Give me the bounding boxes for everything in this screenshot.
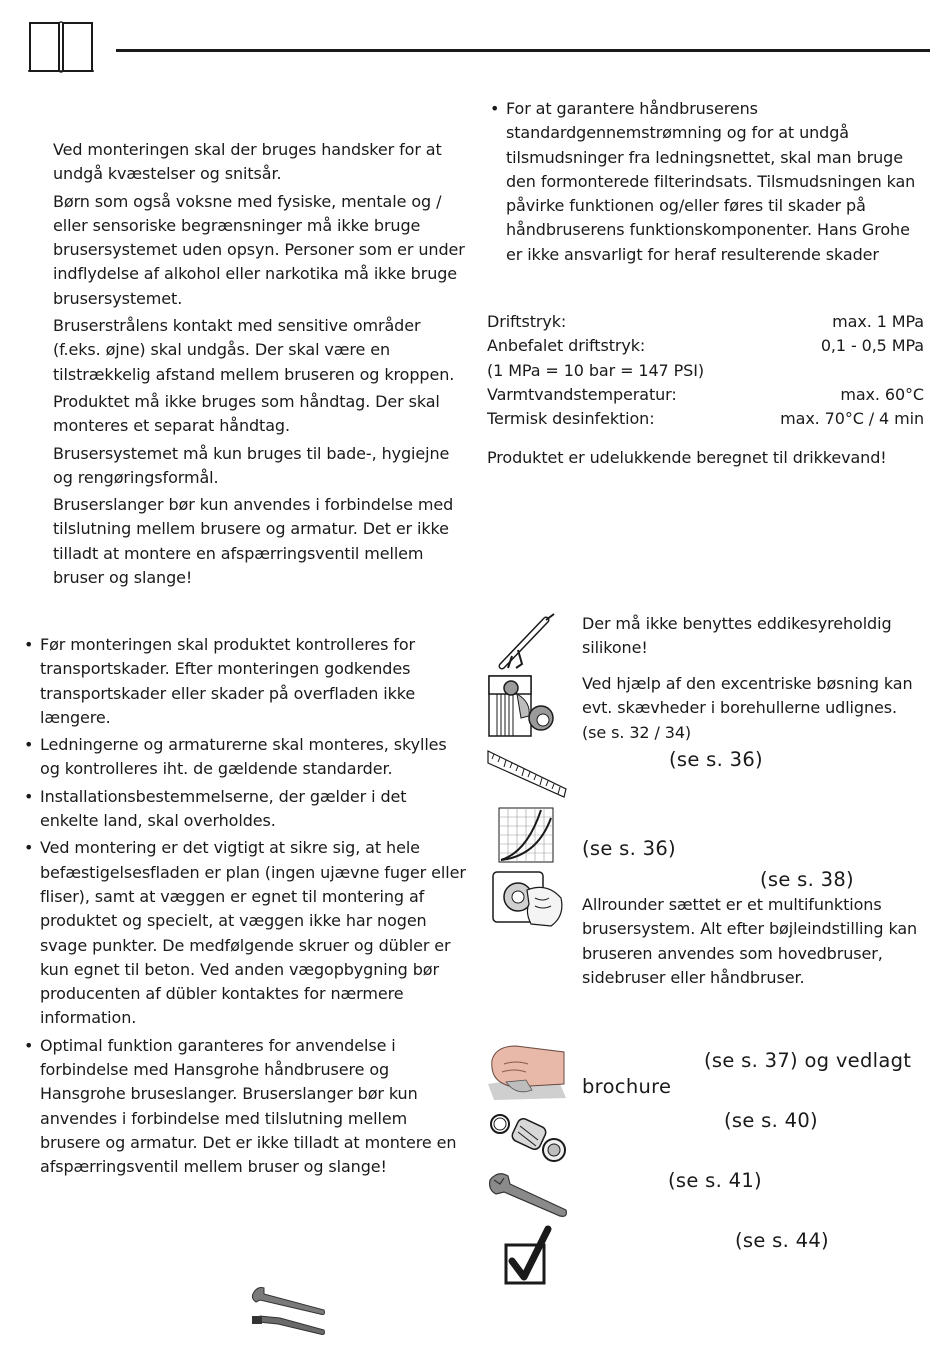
list-item: • Ved montering er det vigtigt at sikre sig, at hele befæstigelsesfladen er plan (ingen ujævne fuger eller fliser), samt at væggen er egnet til montering af produktet og specielt, at væggen ikke har nogen svage punkter. De medfølgende skruer og dübler er kun egnet til beton. Ved anden vægopbygning bør producenten af dübler kontaktes for nærmere information. <box>24 836 468 1030</box>
tech-row <box>487 310 924 334</box>
dimensions-ruler-icon <box>486 745 568 805</box>
test-ref: (se s. 44) <box>735 1229 829 1252</box>
dimensions-ref: (se s. 36) <box>669 748 763 771</box>
tech-value: max. 70°C / 4 min <box>780 409 924 429</box>
spare-parts-ref: (se s. 40) <box>724 1109 818 1132</box>
header-rule <box>116 49 930 52</box>
safety-note: Bruserstrålens kontakt med sensitive områder (f.eks. øjne) skal undgås. Der skal være en tilstrækkelig afstand mellem bruseren og kroppen. <box>53 316 455 384</box>
silicone-note: Der må ikke benyttes eddikesyreholdig silikone! <box>582 614 892 658</box>
handle-operation-icon <box>491 868 567 932</box>
tech-label: Termisk desinfektion: <box>487 409 655 429</box>
checkmark-icon <box>504 1227 552 1285</box>
cleaning-ref-line1: (se s. 37) og vedlagt <box>704 1049 912 1072</box>
silicone-gun-icon <box>498 612 558 670</box>
eccentric-text: Ved hjælp af den excentriske bøsning kan evt. skævheder i borehullerne udlignes. <box>582 674 913 718</box>
tech-row <box>487 383 924 407</box>
safety-note: Bruserslanger bør kun anvendes i forbindelse med tilslutning mellem brusere og armatur. Det er ikke tilladt at montere en afspærringsventil mellem bruser og slange! <box>53 495 454 588</box>
drinking-water-note: Produktet er udelukkende beregnet til drikkevand! <box>487 448 887 467</box>
safety-note: Brusersystemet må kun bruges til bade-, hygiejne og rengøringsformål. <box>53 443 450 487</box>
eccentric-ref: (se s. 32 / 34) <box>582 722 692 742</box>
spare-parts-icon <box>488 1110 570 1164</box>
tech-value: 0,1 - 0,5 MPa <box>820 336 924 356</box>
cleaning-ref-line2: brochure <box>582 1075 672 1098</box>
book-icon <box>27 18 95 74</box>
eccentric-note <box>582 672 922 745</box>
tech-row <box>487 334 924 358</box>
list-item: • For at garantere håndbruserens standardgennemstrømning og for at undgå tilsmudsninger fra ledningsnettet, skal man bruge den formonterede filterindsats. Tilsmudsningen kan påvirke funktionen og/eller føres til skader på håndbruserens funktionskomponenter. Hans Grohe er ikke ansvarligt for heraf resulterende skader <box>490 97 930 267</box>
eccentric-fitting-icon <box>487 672 567 740</box>
filter-note <box>490 97 930 270</box>
cleaning-hand-icon <box>486 1040 568 1102</box>
tech-label: Anbefalet driftstryk: <box>487 336 646 356</box>
list-item: • Ledningerne og armaturerne skal monteres, skylles og kontrolleres iht. de gældende standarder. <box>24 733 468 782</box>
list-item: • Før monteringen skal produktet kontrolleres for transportskader. Efter monteringen godkendes transportskader eller skader på overfladen ikke længere. <box>24 633 468 730</box>
list-item: • Optimal funktion garanteres for anvendelse i forbindelse med Hansgrohe håndbrusere og Hansgrohe bruseslanger. Bruserslanger bør kun anvendes i forbindelse med tilslutning mellem brusere og armatur. Det er ikke tilladt at montere en afspærringsventil mellem bruser og slange! <box>24 1034 468 1180</box>
tech-row <box>487 407 924 431</box>
flow-ref: (se s. 36) <box>582 837 676 860</box>
service-ref: (se s. 41) <box>668 1169 762 1192</box>
tech-data <box>487 310 924 431</box>
cleaning-ref <box>582 1048 922 1100</box>
wrench-icon <box>486 1170 570 1220</box>
function-text: Allrounder sættet er et multifunktions brusersystem. Alt efter bøjleindstilling kan bruseren anvendes som hovedbruser, sidebruser eller håndbruser. <box>582 895 918 987</box>
safety-note: Børn som også voksne med fysiske, mentale og / eller sensoriske begrænsninger må ikke bruge brusersystemet uden opsyn. Personer som er under indflydelse af alkohol eller narkotika må ikke bruge brusersystemet. <box>53 191 465 308</box>
safety-notes <box>53 138 465 593</box>
tech-value: max. 1 MPa <box>832 312 924 331</box>
tech-label: Driftstryk: <box>487 312 567 331</box>
tech-value: max. 60°C <box>840 384 924 404</box>
tools-icon <box>248 1284 328 1338</box>
tech-row <box>487 359 924 383</box>
tech-label: (1 MPa = 10 bar = 147 PSI) <box>487 360 704 380</box>
flow-diagram-icon <box>497 806 557 866</box>
tech-label: Varmtvandstemperatur: <box>487 384 677 404</box>
safety-note: Ved monteringen skal der bruges handsker for at undgå kvæstelser og snitsår. <box>53 140 442 184</box>
function-ref: (se s. 38) <box>760 868 854 891</box>
safety-note: Produktet må ikke bruges som håndtag. Der skal monteres et separat håndtag. <box>53 391 440 436</box>
list-item: • Installationsbestemmelserne, der gælder i det enkelte land, skal overholdes. <box>24 785 468 834</box>
installation-notes <box>24 633 468 1183</box>
